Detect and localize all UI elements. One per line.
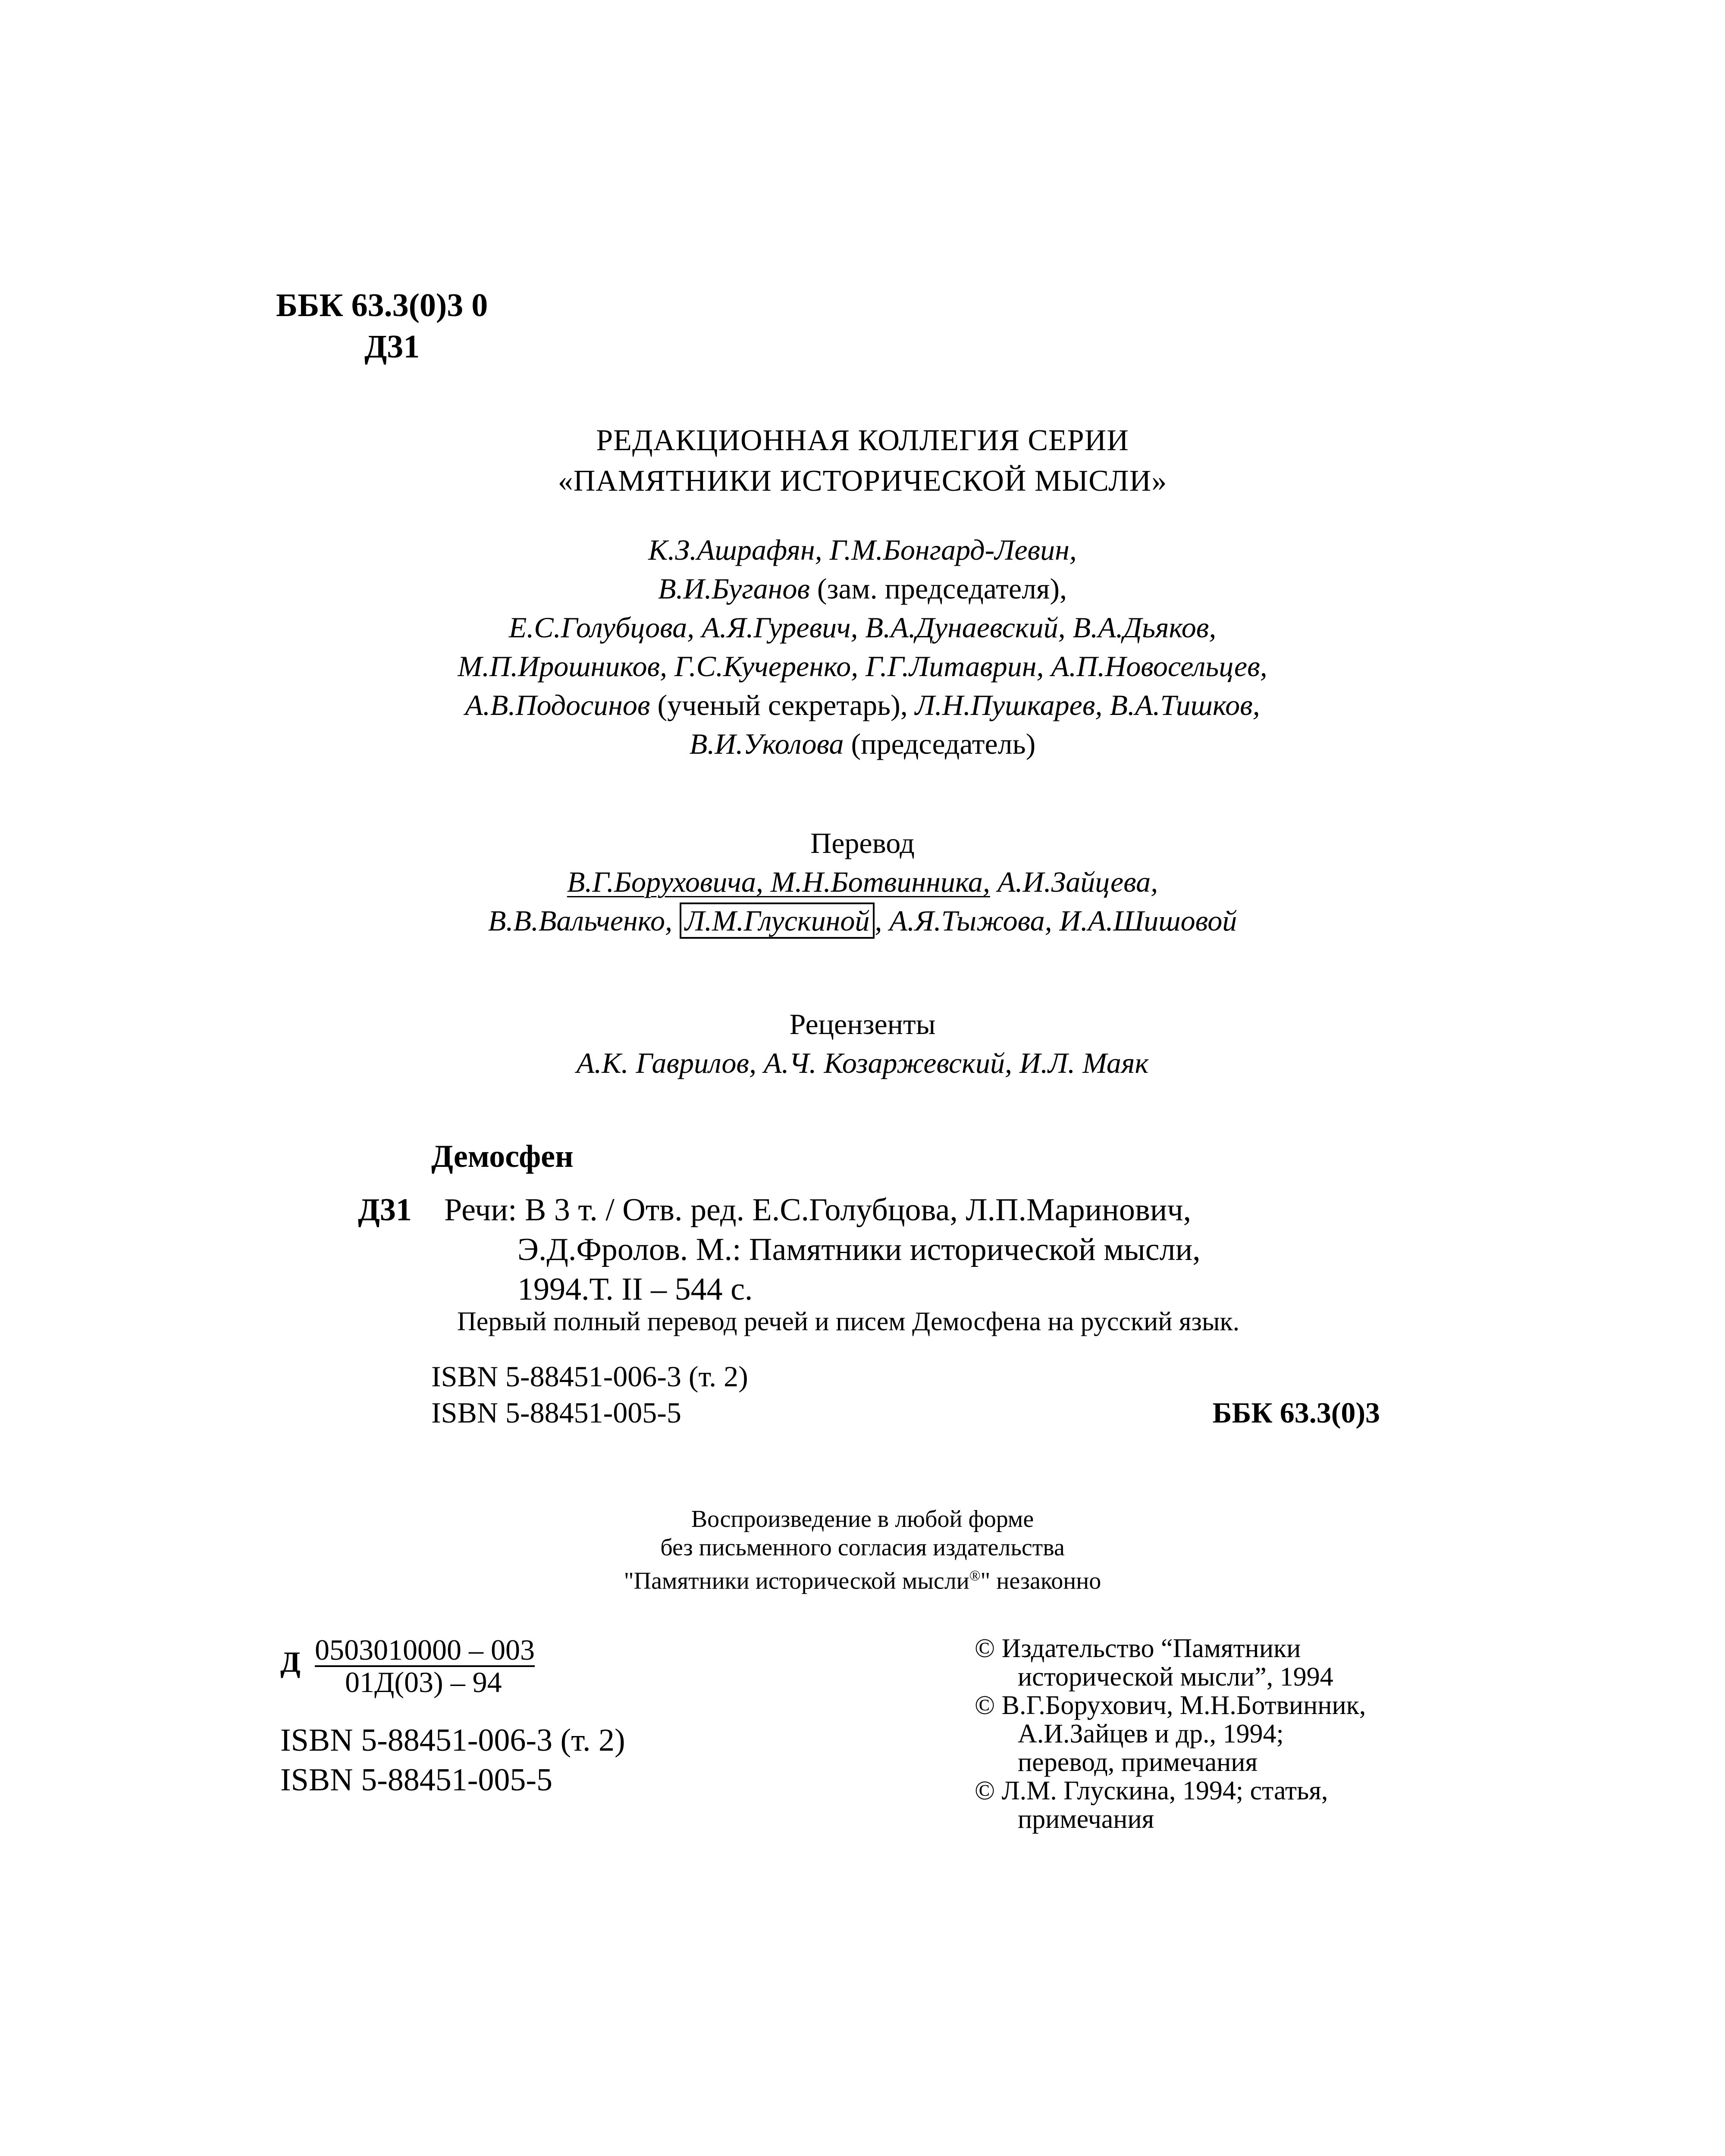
- notice-line: [0, 1562, 1725, 1595]
- catalog-entry: [358, 1190, 1402, 1309]
- catalog-isbn: ISBN 5-88451-006-3 (т. 2): [431, 1360, 748, 1393]
- index-numerator: 0503010000 – 003: [315, 1633, 535, 1666]
- catalog-description: [358, 1190, 1402, 1309]
- translator-names: В.В.Вальченко,: [488, 904, 680, 937]
- copyright-line: © Издательство “Памятники: [975, 1634, 1301, 1663]
- catalog-bbk: ББК 63.3(0)3: [1212, 1396, 1380, 1429]
- copyright-line: перевод, примечания: [1018, 1748, 1258, 1777]
- notice-text: "Памятники исторической мысли: [624, 1567, 969, 1595]
- board-members: [0, 530, 1725, 763]
- catalog-line: Э.Д.Фролов. М.: Памятники исторической мысли,: [518, 1232, 1201, 1267]
- isbn-line: ISBN 5-88451-005-5: [280, 1762, 553, 1798]
- member-role: (зам. председателя),: [809, 572, 1067, 605]
- isbn-line: ISBN 5-88451-006-3 (т. 2): [280, 1723, 625, 1758]
- translator-names: В.Г.Боруховича, М.Н.Ботвинника,: [567, 865, 990, 898]
- translation-label: Перевод: [810, 827, 915, 859]
- board-line: [0, 724, 1725, 763]
- notice-line: Воспроизведение в любой форме: [691, 1506, 1034, 1532]
- board-line: [0, 608, 1725, 647]
- copyright-line: исторической мысли”, 1994: [1018, 1662, 1333, 1692]
- bbk-code: ББК 63.3(0)3 0: [276, 287, 488, 323]
- board-line: [0, 647, 1725, 686]
- notice-text: " незаконно: [980, 1567, 1101, 1595]
- reviewers-label: Рецензенты: [789, 1008, 936, 1040]
- copyright-line: примечания: [1018, 1805, 1154, 1834]
- notice-line: без письменного согласия издательства: [660, 1534, 1065, 1561]
- index-denominator: 01Д(03) – 94: [345, 1666, 502, 1698]
- index-letter: Д: [280, 1645, 301, 1678]
- member-role: (председатель): [844, 727, 1036, 760]
- copyright-line: А.И.Зайцев и др., 1994;: [1018, 1719, 1284, 1749]
- member-names: В.И.Уколова: [689, 727, 844, 760]
- translator-names: А.И.Зайцева,: [990, 865, 1158, 898]
- boxed-translator-name: Л.М.Глускиной: [680, 903, 875, 939]
- catalog-code: Д31: [358, 1192, 412, 1228]
- member-names: Е.С.Голубцова, А.Я.Гуревич, В.А.Дунаевский, В.А.Дьяков,: [508, 611, 1217, 644]
- translators-line: [0, 862, 1725, 901]
- member-names: В.И.Буганов: [658, 572, 810, 605]
- member-role: (ученый секретарь),: [650, 689, 915, 721]
- copyright-block: [975, 1634, 1535, 1833]
- member-names: Л.Н.Пушкарев, В.А.Тишков,: [915, 689, 1260, 721]
- catalog-line: Речи: В 3 т. / Отв. ред. Е.С.Голубцова, Л.П.Маринович,: [444, 1192, 1192, 1228]
- board-heading-line2: «ПАМЯТНИКИ ИСТОРИЧЕСКОЙ МЫСЛИ»: [558, 464, 1167, 498]
- board-line: [0, 530, 1725, 569]
- copyright-line: © Л.М. Глускина, 1994; статья,: [975, 1776, 1328, 1805]
- member-names: М.П.Ирошников, Г.С.Кучеренко, Г.Г.Литаврин, А.П.Новосельцев,: [458, 650, 1267, 683]
- author-sign-code: Д31: [364, 329, 420, 365]
- catalog-line: 1994.Т. II – 544 с.: [518, 1272, 753, 1307]
- copyright-line: © В.Г.Борухович, М.Н.Ботвинник,: [975, 1691, 1366, 1720]
- editorial-board-section: [0, 420, 1725, 501]
- catalog-note: Первый полный перевод речей и писем Демосфена на русский язык.: [457, 1307, 1240, 1336]
- catalog-isbn: ISBN 5-88451-005-5: [431, 1396, 681, 1429]
- registered-mark: ®: [969, 1568, 981, 1584]
- bbk-header: [276, 285, 488, 367]
- translators: [0, 862, 1725, 940]
- member-names: К.З.Ашрафян, Г.М.Бонгард-Левин,: [648, 533, 1077, 566]
- board-line: [0, 569, 1725, 608]
- board-line: [0, 686, 1725, 724]
- catalog-author: Демосфен: [431, 1139, 574, 1174]
- translator-names: , А.Я.Тыжова, И.А.Шишовой: [875, 904, 1237, 937]
- reviewers-names: А.К. Гаврилов, А.Ч. Козаржевский, И.Л. Маяк: [576, 1047, 1149, 1079]
- member-names: А.В.Подосинов: [465, 689, 650, 721]
- translators-line: [0, 901, 1725, 940]
- catalog-isbn-block: [431, 1358, 1380, 1431]
- catalog-isbn-row: [431, 1395, 1380, 1431]
- reproduction-notice: [0, 1505, 1725, 1595]
- isbn-bottom-block: [280, 1720, 625, 1800]
- board-heading-line1: РЕДАКЦИОННАЯ КОЛЛЕГИЯ СЕРИИ: [596, 424, 1129, 457]
